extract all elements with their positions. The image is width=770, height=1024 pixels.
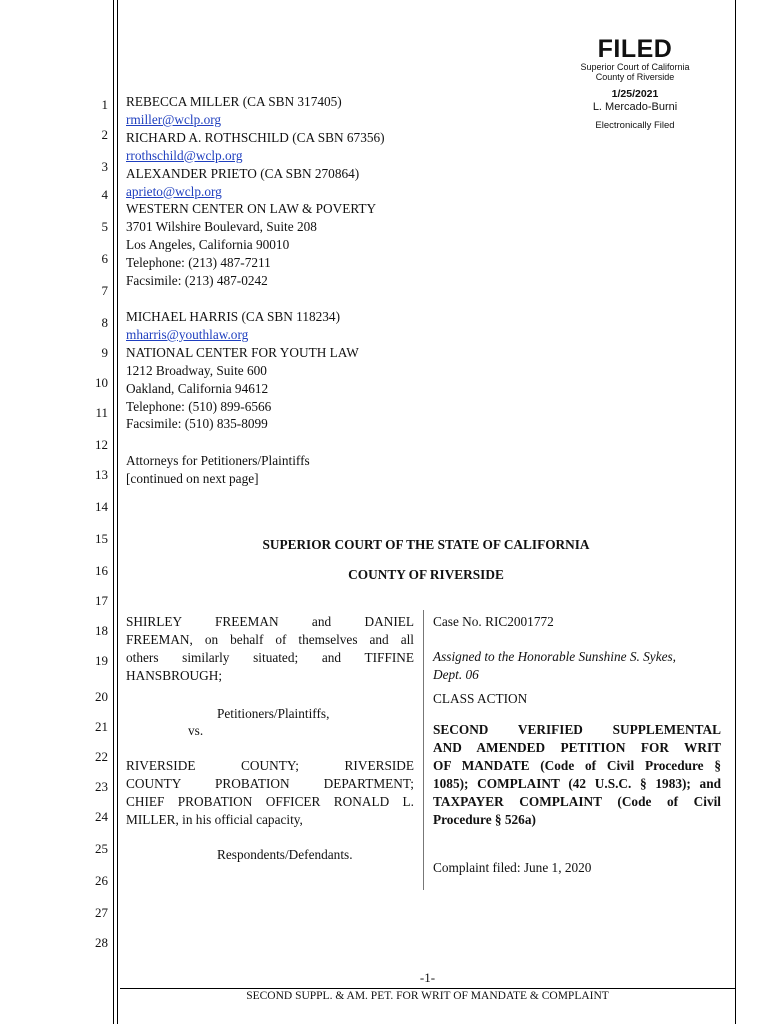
defendants-line-3: CHIEF PROBATION OFFICER RONALD L. [126, 794, 414, 809]
class-action: CLASS ACTION [433, 691, 528, 706]
line-number: 16 [95, 563, 108, 578]
document-title-line: SECOND VERIFIED SUPPLEMENTAL [433, 722, 721, 737]
filed-stamp-court: Superior Court of California [580, 62, 690, 72]
attorney-info-line: NATIONAL CENTER FOR YOUTH LAW [126, 344, 359, 360]
line-number: 22 [95, 749, 108, 764]
filed-stamp-date: 1/25/2021 [611, 88, 659, 100]
attorneys-for: Attorneys for Petitioners/Plaintiffs [126, 453, 310, 468]
defendants-line-1: RIVERSIDE COUNTY; RIVERSIDE [126, 758, 414, 773]
attorney-info-line: MICHAEL HARRIS (CA SBN 118234) [126, 309, 340, 324]
filed-stamp-electronic: Electronically Filed [595, 120, 675, 131]
defendants-line-4: MILLER, in his official capacity, [126, 812, 303, 827]
document-title-line: Procedure § 526a) [433, 812, 536, 827]
plaintiffs-line-3: others similarly situated; and TIFFINE [126, 650, 414, 665]
line-number: 18 [95, 623, 108, 638]
line-number: 1 [101, 97, 108, 112]
page-number: -1- [419, 970, 436, 985]
document-title-line: OF MANDATE (Code of Civil Procedure § [433, 758, 721, 773]
attorney-info-line: Facsimile: (510) 835-8099 [126, 416, 268, 432]
line-number: 12 [95, 437, 108, 452]
document-title-line: 1085); COMPLAINT (42 U.S.C. § 1983); and [433, 776, 721, 791]
footer-title: SECOND SUPPL. & AM. PET. FOR WRIT OF MANDATE & COMPLAINT [246, 990, 609, 1002]
attorney-email-link[interactable]: aprieto@wclp.org [126, 183, 222, 199]
left-margin-rule-inner [117, 0, 118, 1024]
filed-stamp-clerk: L. Mercado-Burni [592, 101, 678, 113]
line-number: 24 [95, 809, 108, 824]
line-number: 3 [101, 159, 108, 174]
line-number: 17 [95, 593, 108, 608]
line-number: 6 [101, 251, 108, 266]
line-number: 11 [95, 405, 108, 420]
right-margin-rule [735, 0, 736, 1024]
document-title-line: AND AMENDED PETITION FOR WRIT [433, 740, 721, 755]
attorney-info-line: Telephone: (213) 487-7211 [126, 255, 271, 271]
line-number: 10 [95, 375, 108, 390]
attorney-info-line: RICHARD A. ROTHSCHILD (CA SBN 67356) [126, 129, 385, 145]
line-number: 28 [95, 935, 108, 950]
assigned-dept: Dept. 06 [433, 667, 479, 682]
continued-note: [continued on next page] [126, 471, 259, 486]
plaintiffs-role: Petitioners/Plaintiffs, [217, 706, 330, 721]
attorney-info-line: Facsimile: (213) 487-0242 [126, 273, 268, 288]
attorney-email-link[interactable]: rrothschild@wclp.org [126, 147, 243, 163]
attorney-info-line: Los Angeles, California 90010 [126, 237, 290, 253]
line-number: 2 [101, 127, 108, 142]
filed-stamp [560, 36, 710, 132]
line-number: 9 [101, 345, 108, 360]
line-number: 19 [95, 653, 108, 668]
attorney-info-line: ALEXANDER PRIETO (CA SBN 270864) [126, 165, 360, 181]
court-title: SUPERIOR COURT OF THE STATE OF CALIFORNIA [262, 537, 590, 552]
filed-stamp-title: FILED [597, 35, 673, 63]
document-title [433, 721, 721, 829]
line-number: 23 [95, 779, 108, 794]
line-number: 5 [101, 219, 108, 234]
line-number: 27 [95, 905, 108, 920]
left-margin-rule-outer [113, 0, 114, 1024]
case-number: Case No. RIC2001772 [433, 614, 554, 629]
line-number: 21 [95, 719, 108, 734]
complaint-filed-date: Complaint filed: June 1, 2020 [433, 860, 592, 875]
plaintiffs-line-1: SHIRLEY FREEMAN and DANIEL [126, 614, 414, 629]
assigned-judge: Assigned to the Honorable Sunshine S. Sykes, [433, 649, 676, 664]
versus: vs. [188, 723, 204, 738]
plaintiffs-line-4: HANSBROUGH; [126, 668, 223, 683]
caption-divider [423, 610, 424, 890]
line-number: 7 [101, 283, 108, 298]
attorney-info-line: WESTERN CENTER ON LAW & POVERTY [126, 201, 377, 217]
document-title-line: TAXPAYER COMPLAINT (Code of Civil [433, 794, 721, 809]
plaintiffs-line-2: FREEMAN, on behalf of themselves and all [126, 632, 414, 647]
line-number: 25 [95, 841, 108, 856]
attorney-info-line: Telephone: (510) 899-6566 [126, 398, 272, 414]
attorney-info-line: 1212 Broadway, Suite 600 [126, 362, 267, 378]
filed-stamp-county: County of Riverside [595, 72, 675, 82]
line-number: 8 [101, 315, 108, 330]
line-number: 26 [95, 873, 108, 888]
attorney-email-link[interactable]: rmiller@wclp.org [126, 111, 222, 127]
county-title: COUNTY OF RIVERSIDE [348, 567, 504, 582]
attorney-email-link[interactable]: mharris@youthlaw.org [126, 326, 249, 342]
line-number: 20 [95, 689, 108, 704]
attorney-info-line: Oakland, California 94612 [126, 380, 269, 396]
line-number: 14 [95, 499, 108, 514]
line-number: 13 [95, 467, 108, 482]
line-number: 4 [101, 187, 108, 202]
defendants-line-2: COUNTY PROBATION DEPARTMENT; [126, 776, 414, 791]
attorney-info-line: REBECCA MILLER (CA SBN 317405) [126, 94, 342, 109]
line-number: 15 [95, 531, 108, 546]
defendants-role: Respondents/Defendants. [217, 847, 353, 862]
attorney-info-line: 3701 Wilshire Boulevard, Suite 208 [126, 219, 317, 235]
footer-rule [120, 988, 735, 989]
